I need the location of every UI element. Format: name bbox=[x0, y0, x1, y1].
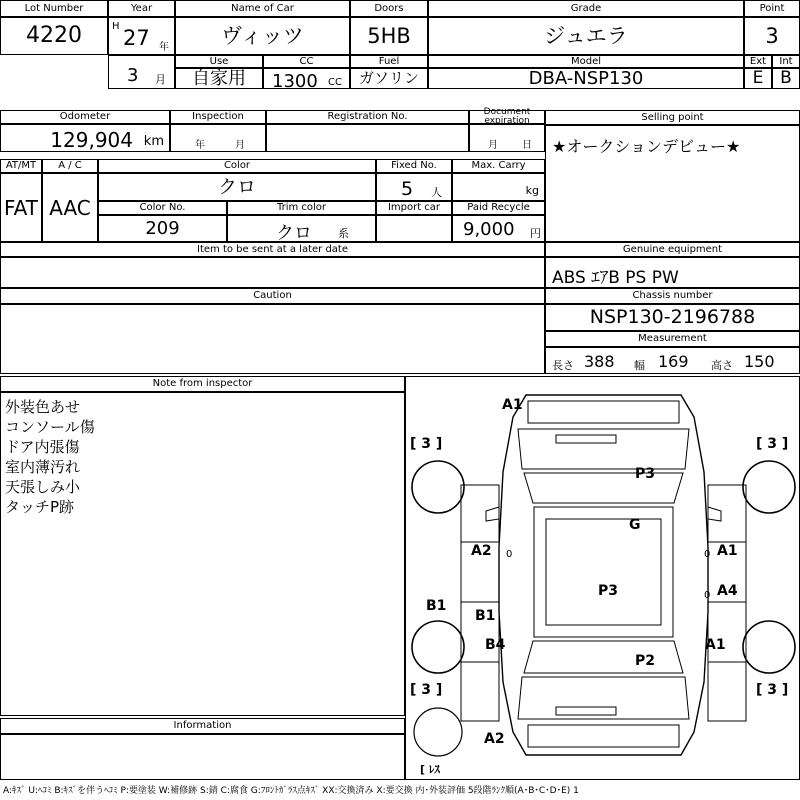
ac-label: A / C bbox=[42, 159, 98, 173]
damage-mark: A1 bbox=[717, 543, 738, 559]
fixed-no-label: Fixed No. bbox=[376, 159, 452, 173]
note-line: コンソール傷 bbox=[5, 418, 95, 436]
paid-recycle-cell bbox=[452, 215, 545, 242]
damage-mark: B1 bbox=[475, 608, 496, 624]
inspection-label: Inspection bbox=[170, 110, 266, 124]
paid-recycle-unit: 円 bbox=[530, 227, 541, 240]
trim-color-suffix: 系 bbox=[338, 227, 349, 240]
odometer-label: Odometer bbox=[0, 110, 170, 124]
color-label: Color bbox=[98, 159, 376, 173]
damage-mark: A4 bbox=[717, 583, 738, 599]
information-label: Information bbox=[0, 718, 405, 734]
damage-mark: [ ﾚｽ bbox=[420, 763, 440, 776]
chassis-number-label: Chassis number bbox=[545, 288, 800, 304]
note-line: ドア内張傷 bbox=[5, 438, 80, 456]
inspection-year-unit: 年 bbox=[195, 140, 205, 151]
selling-point-value-cell bbox=[545, 125, 800, 242]
width-label: 幅 bbox=[634, 359, 645, 372]
damage-mark: A2 bbox=[471, 543, 492, 559]
point-label: Point bbox=[744, 0, 800, 17]
use-value: 自家用 bbox=[175, 68, 263, 89]
int-value: B bbox=[772, 68, 800, 89]
cc-value: 1300 bbox=[272, 71, 318, 92]
model-value: DBA-NSP130 bbox=[428, 68, 744, 89]
measurement-label: Measurement bbox=[545, 331, 800, 347]
car-outline-diagram bbox=[406, 377, 799, 779]
inspection-month-unit: 月 bbox=[235, 140, 245, 151]
name-of-car-value: ヴィッツ bbox=[175, 17, 350, 55]
measurement-values bbox=[545, 347, 800, 374]
import-car-label: Import car bbox=[376, 201, 452, 215]
use-label: Use bbox=[175, 55, 263, 68]
height-value: 150 bbox=[744, 352, 775, 371]
damage-mark: P3 bbox=[598, 583, 619, 599]
ext-label: Ext bbox=[744, 55, 772, 68]
point-value: 3 bbox=[744, 17, 800, 55]
fuel-label: Fuel bbox=[350, 55, 428, 68]
note-from-inspector-value bbox=[0, 392, 405, 716]
damage-mark: [ 3 ] bbox=[410, 682, 443, 698]
doc-day-unit: 日 bbox=[522, 140, 532, 151]
cc-label: CC bbox=[263, 55, 350, 68]
damage-small-mark: 0 bbox=[704, 549, 711, 560]
damage-mark: B4 bbox=[485, 637, 506, 653]
year-value bbox=[108, 17, 175, 55]
trim-color-value: クロ bbox=[276, 223, 312, 244]
damage-mark: A1 bbox=[502, 397, 523, 413]
damage-small-mark: 0 bbox=[704, 590, 711, 601]
registration-value-cell bbox=[266, 124, 469, 152]
atmt-label: AT/MT bbox=[0, 159, 42, 173]
note-from-inspector-label: Note from inspector bbox=[0, 376, 405, 392]
document-expiration-label: Document expiration bbox=[469, 110, 545, 124]
damage-mark: A1 bbox=[705, 637, 726, 653]
cc-value-cell bbox=[263, 68, 350, 92]
lot-number-label: Lot Number bbox=[0, 0, 108, 17]
year-era: H bbox=[112, 21, 120, 32]
paid-recycle-label: Paid Recycle bbox=[452, 201, 545, 215]
fuel-value: ガソリン bbox=[350, 68, 428, 89]
later-date-value bbox=[0, 257, 545, 288]
genuine-equipment-label: Genuine equipment bbox=[545, 242, 800, 257]
note-line: 天張しみ小 bbox=[5, 478, 81, 496]
damage-diagram-panel bbox=[405, 376, 800, 780]
length-value: 388 bbox=[584, 352, 615, 371]
selling-point-label: Selling point bbox=[545, 110, 800, 125]
cc-unit: CC bbox=[328, 77, 342, 88]
atmt-value: FAT bbox=[0, 173, 42, 242]
ac-value: AAC bbox=[42, 173, 98, 242]
document-expiration-cell bbox=[469, 124, 545, 152]
year-unit: 年 bbox=[159, 42, 169, 53]
damage-mark: [ 3 ] bbox=[756, 436, 789, 452]
grade-label: Grade bbox=[428, 0, 744, 17]
caution-label: Caution bbox=[0, 288, 545, 304]
damage-mark: P2 bbox=[635, 653, 656, 669]
trim-color-label: Trim color bbox=[227, 201, 376, 215]
length-label: 長さ bbox=[552, 359, 574, 372]
width-value: 169 bbox=[658, 352, 689, 371]
month-unit: 月 bbox=[155, 73, 166, 86]
legend-text: A:ｷｽﾞ U:ﾍｺﾐ B:ｷｽﾞを伴うﾍｺﾐ P:要塗装 W:補修跡 S:錆 C:腐食 G:ﾌﾛﾝﾄｶﾞﾗｽ点ｷｽﾞ XX:交換済み X:要交換 内･外装評価 5段階ﾗﾝｸ順(A･B･C･D･E) 1 bbox=[3, 786, 579, 796]
max-carry-unit: kg bbox=[525, 184, 539, 197]
note-line: 外装色あせ bbox=[5, 398, 81, 416]
height-label: 高さ bbox=[711, 359, 733, 372]
grade-value: ジュエラ bbox=[428, 17, 744, 55]
color-value: クロ bbox=[98, 173, 376, 201]
year-number: 27 bbox=[123, 26, 150, 50]
damage-mark: A2 bbox=[484, 731, 505, 747]
odometer-unit: km bbox=[143, 134, 164, 149]
note-line: 室内薄汚れ bbox=[5, 458, 81, 476]
max-carry-label: Max. Carry bbox=[452, 159, 545, 173]
color-no-value: 209 bbox=[98, 215, 227, 242]
inspection-value-cell bbox=[170, 124, 266, 152]
information-value bbox=[0, 734, 405, 780]
registration-label: Registration No. bbox=[266, 110, 469, 124]
fixed-no-unit: 人 bbox=[431, 186, 442, 199]
paid-recycle-value: 9,000 bbox=[463, 219, 515, 240]
genuine-equipment-value: ABS ｴｱB PS PW bbox=[552, 268, 679, 288]
doors-label: Doors bbox=[350, 0, 428, 17]
doc-month-unit: 月 bbox=[488, 140, 498, 151]
fixed-no-cell bbox=[376, 173, 452, 201]
month-number: 3 bbox=[127, 65, 139, 86]
trim-color-cell bbox=[227, 215, 376, 242]
lot-number-value: 4220 bbox=[0, 17, 108, 55]
chassis-number-value: NSP130-2196788 bbox=[545, 304, 800, 331]
model-label: Model bbox=[428, 55, 744, 68]
damage-mark: [ 3 ] bbox=[756, 682, 789, 698]
month-cell bbox=[108, 55, 175, 89]
max-carry-cell bbox=[452, 173, 545, 201]
damage-mark: B1 bbox=[426, 598, 447, 614]
name-of-car-label: Name of Car bbox=[175, 0, 350, 17]
odometer-value: 129,904 bbox=[50, 128, 133, 152]
ext-value: E bbox=[744, 68, 772, 89]
damage-mark: [ 3 ] bbox=[410, 436, 443, 452]
later-date-label: Item to be sent at a later date bbox=[0, 242, 545, 257]
genuine-equipment-value-cell bbox=[545, 257, 800, 288]
damage-mark: P3 bbox=[635, 466, 656, 482]
note-line: タッチP跡 bbox=[5, 498, 75, 516]
color-no-label: Color No. bbox=[98, 201, 227, 215]
caution-value bbox=[0, 304, 545, 374]
import-car-cell bbox=[376, 215, 452, 242]
fixed-no-value: 5 bbox=[401, 178, 414, 200]
int-label: Int bbox=[772, 55, 800, 68]
year-label: Year bbox=[108, 0, 175, 17]
damage-mark: G bbox=[629, 517, 641, 533]
selling-point-value: ★オークションデビュー★ bbox=[552, 137, 741, 156]
doors-value: 5HB bbox=[350, 17, 428, 55]
damage-small-mark: 0 bbox=[506, 549, 513, 560]
odometer-value-cell bbox=[0, 124, 170, 152]
